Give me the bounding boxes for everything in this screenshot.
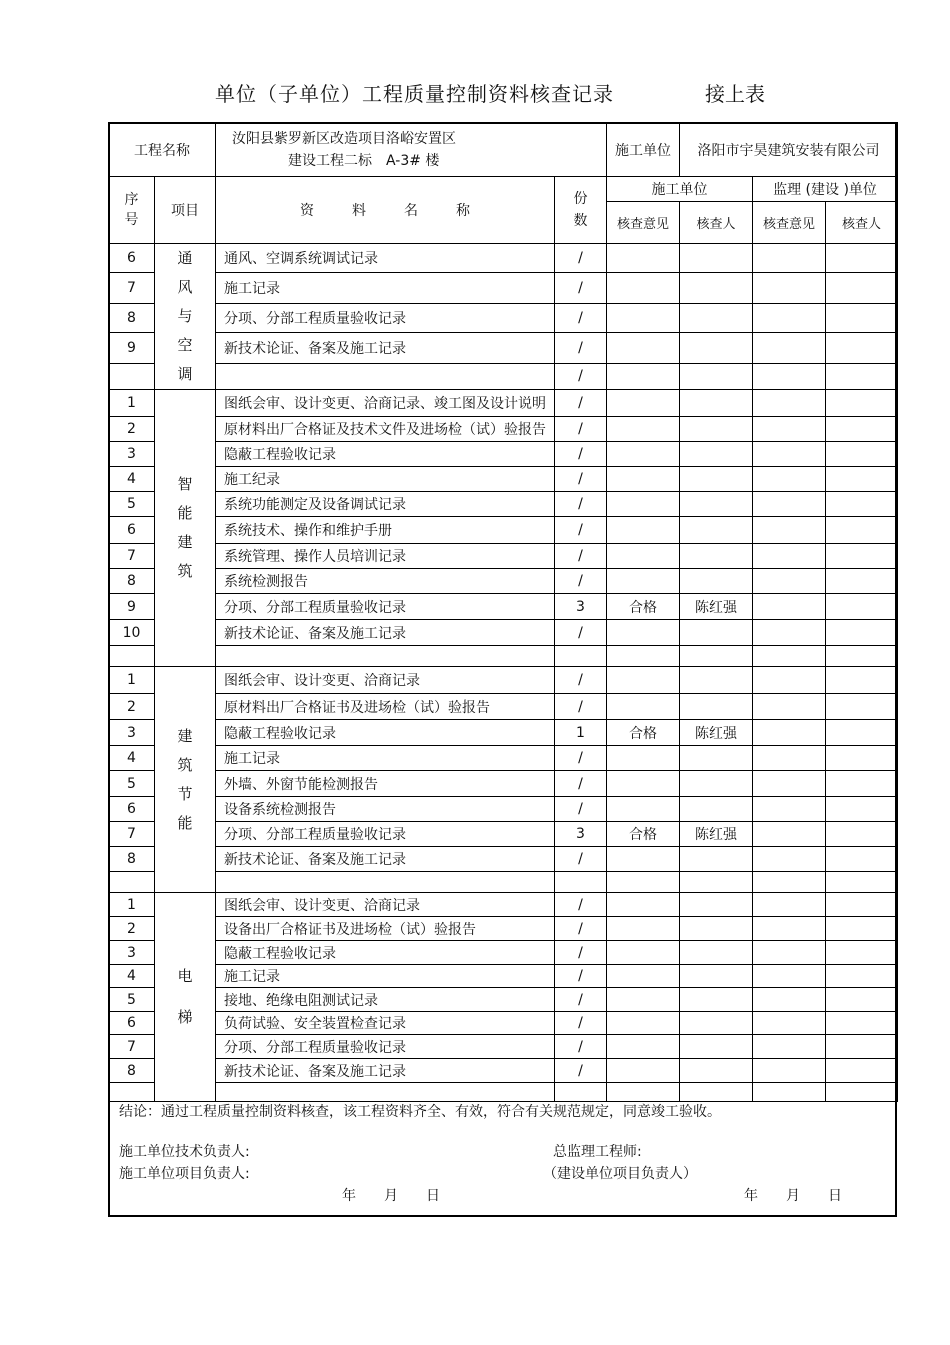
- copies-count: /: [555, 517, 607, 544]
- copies-count: /: [555, 746, 607, 771]
- row-number: 8: [109, 1059, 155, 1083]
- document-name: 负荷试验、安全装置检查记录: [216, 1012, 555, 1035]
- document-name: 接地、绝缘电阻测试记录: [216, 988, 555, 1012]
- construction-opinion: 合格: [607, 720, 680, 746]
- row-number: 8: [109, 569, 155, 594]
- document-name: 原材料出厂合格证及技术文件及进场检（试）验报告: [216, 417, 555, 442]
- supervision-checker-header: 核查人: [826, 202, 898, 244]
- document-name: 施工记录: [216, 746, 555, 771]
- row-number: 2: [109, 694, 155, 720]
- construction-opinion-header: 核查意见: [607, 202, 680, 244]
- document-name: 图纸会审、设计变更、洽商记录: [216, 667, 555, 694]
- copies-count: /: [555, 244, 607, 273]
- row-number: 7: [109, 1035, 155, 1059]
- document-name: 分项、分部工程质量验收记录: [216, 594, 555, 620]
- document-name: 通风、空调系统调试记录: [216, 244, 555, 273]
- copies-count: /: [555, 797, 607, 822]
- col-no-header: 序号: [109, 177, 155, 244]
- copies-count: 1: [555, 720, 607, 746]
- project-name-line2: 建设工程二标 A-3# 楼: [288, 152, 440, 169]
- copies-count: /: [555, 1035, 607, 1059]
- document-name: 隐蔽工程验收记录: [216, 442, 555, 467]
- document-name: 新技术论证、备案及施工记录: [216, 332, 555, 363]
- row-number: 2: [109, 917, 155, 941]
- tech-lead-label: 施工单位技术负责人:: [119, 1144, 250, 1160]
- document-name: 设备出厂合格证书及进场检（试）验报告: [216, 917, 555, 941]
- document-name: 系统检测报告: [216, 569, 555, 594]
- row-number: 5: [109, 988, 155, 1012]
- copies-count: /: [555, 492, 607, 517]
- date-right-day: 日: [828, 1188, 842, 1204]
- category-label: 建筑节能: [155, 667, 216, 893]
- row-number: 10: [109, 620, 155, 646]
- table-frame: [108, 122, 897, 1217]
- document-name: 设备系统检测报告: [216, 797, 555, 822]
- document-name: 系统技术、操作和维护手册: [216, 517, 555, 544]
- date-left-month: 月: [384, 1188, 398, 1204]
- conclusion-text: 结论：通过工程质量控制资料核查，该工程资料齐全、有效，符合有关规范规定，同意竣工验收。: [119, 1104, 721, 1120]
- date-left-year: 年: [342, 1188, 356, 1204]
- row-number: 9: [109, 594, 155, 620]
- copies-count: /: [555, 988, 607, 1012]
- document-name: 外墙、外窗节能检测报告: [216, 771, 555, 797]
- row-number: 4: [109, 965, 155, 988]
- row-number: 7: [109, 272, 155, 303]
- copies-count: /: [555, 303, 607, 332]
- row-number: 8: [109, 847, 155, 872]
- contractor-value: 洛阳市宇昊建筑安装有限公司: [680, 123, 898, 177]
- copies-count: /: [555, 417, 607, 442]
- group-construction-header: 施工单位: [607, 177, 753, 202]
- copies-count: /: [555, 847, 607, 872]
- document-name: 施工纪录: [216, 467, 555, 492]
- copies-count: /: [555, 390, 607, 417]
- row-number: 8: [109, 303, 155, 332]
- date-right-month: 月: [786, 1188, 800, 1204]
- row-number: 3: [109, 941, 155, 965]
- copies-count: /: [555, 667, 607, 694]
- row-number: 4: [109, 467, 155, 492]
- col-docs-header: 资 料 名 称: [216, 177, 555, 244]
- construction-checker: 陈红强: [680, 822, 753, 847]
- construction-checker-header: 核查人: [680, 202, 753, 244]
- copies-count: /: [555, 363, 607, 389]
- copies-count: /: [555, 941, 607, 965]
- project-lead-label: 施工单位项目负责人:: [119, 1166, 250, 1182]
- row-number: 2: [109, 417, 155, 442]
- construction-opinion: 合格: [607, 822, 680, 847]
- copies-count: /: [555, 272, 607, 303]
- copies-count: /: [555, 620, 607, 646]
- continued-label: 接上表: [705, 82, 765, 106]
- document-name: 分项、分部工程质量验收记录: [216, 1035, 555, 1059]
- document-name: 系统管理、操作人员培训记录: [216, 544, 555, 569]
- row-number: 7: [109, 544, 155, 569]
- copies-count: /: [555, 569, 607, 594]
- row-number: 1: [109, 893, 155, 917]
- date-right-year: 年: [744, 1188, 758, 1204]
- copies-count: /: [555, 1059, 607, 1083]
- col-item-header: 项目: [155, 177, 216, 244]
- owner-lead-label: （建设单位项目负责人）: [543, 1166, 697, 1182]
- document-name: 新技术论证、备案及施工记录: [216, 620, 555, 646]
- copies-count: /: [555, 771, 607, 797]
- document-title-bar: [0, 78, 950, 108]
- document-name: 施工记录: [216, 965, 555, 988]
- chief-supervisor-label: 总监理工程师:: [553, 1144, 642, 1160]
- date-left-day: 日: [426, 1188, 440, 1204]
- project-name-line1: 汝阳县紫罗新区改造项目洛峪安置区: [232, 130, 456, 147]
- copies-count: /: [555, 467, 607, 492]
- copies-count: /: [555, 1012, 607, 1035]
- category-label: 智能建筑: [155, 390, 216, 667]
- copies-count: 3: [555, 594, 607, 620]
- document-name: 新技术论证、备案及施工记录: [216, 847, 555, 872]
- row-number: 5: [109, 492, 155, 517]
- row-number: 9: [109, 332, 155, 363]
- row-number: 4: [109, 746, 155, 771]
- category-label: 通风与空调: [155, 244, 216, 390]
- project-name-label: 工程名称: [109, 123, 216, 177]
- copies-count: /: [555, 965, 607, 988]
- copies-count: /: [555, 917, 607, 941]
- copies-count: /: [555, 442, 607, 467]
- copies-count: /: [555, 332, 607, 363]
- document-name: 隐蔽工程验收记录: [216, 941, 555, 965]
- construction-checker: 陈红强: [680, 720, 753, 746]
- row-number: 6: [109, 517, 155, 544]
- document-name: 图纸会审、设计变更、洽商记录: [216, 893, 555, 917]
- row-number: 6: [109, 244, 155, 273]
- document-name: 图纸会审、设计变更、洽商记录、竣工图及设计说明: [216, 390, 555, 417]
- document-name: 分项、分部工程质量验收记录: [216, 822, 555, 847]
- row-number: 1: [109, 667, 155, 694]
- construction-checker: 陈红强: [680, 594, 753, 620]
- copies-count: 3: [555, 822, 607, 847]
- supervision-opinion-header: 核查意见: [753, 202, 826, 244]
- row-number: 6: [109, 797, 155, 822]
- copies-count: /: [555, 544, 607, 569]
- document-name: 原材料出厂合格证书及进场检（试）验报告: [216, 694, 555, 720]
- document-name: 分项、分部工程质量验收记录: [216, 303, 555, 332]
- document-name: 新技术论证、备案及施工记录: [216, 1059, 555, 1083]
- document-name: 施工记录: [216, 272, 555, 303]
- row-number: 7: [109, 822, 155, 847]
- construction-opinion: 合格: [607, 594, 680, 620]
- row-number: 1: [109, 390, 155, 417]
- copies-count: /: [555, 694, 607, 720]
- document-name: 隐蔽工程验收记录: [216, 720, 555, 746]
- category-label: 电梯: [155, 893, 216, 1102]
- group-supervision-header: 监理 (建设 )单位: [753, 177, 898, 202]
- row-number: 3: [109, 720, 155, 746]
- row-number: 6: [109, 1012, 155, 1035]
- col-copies-header: 份数: [555, 177, 607, 244]
- copies-count: /: [555, 893, 607, 917]
- conclusion-block: [110, 1083, 895, 1215]
- row-number: 3: [109, 442, 155, 467]
- document-name: 系统功能测定及设备调试记录: [216, 492, 555, 517]
- contractor-label: 施工单位: [607, 123, 680, 177]
- row-number: 5: [109, 771, 155, 797]
- document-title: 单位（子单位）工程质量控制资料核查记录: [215, 82, 614, 106]
